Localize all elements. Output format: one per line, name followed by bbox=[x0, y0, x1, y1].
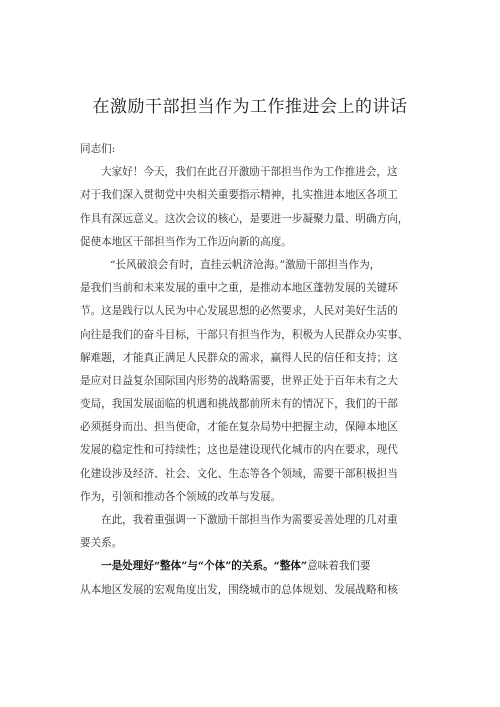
paragraph-line: 是我们当前和未来发展的重中之重，是推动本地区蓬勃发展的关键环 bbox=[80, 282, 398, 295]
paragraph-line: 要关系。 bbox=[80, 537, 123, 550]
paragraph-line: 是应对日益复杂国际国内形势的战略需要，世界正处于百年未有之大 bbox=[80, 374, 398, 387]
document-body bbox=[80, 138, 435, 602]
paragraph-line: 解难题，才能真正满足人民群众的需求，赢得人民的信任和支持；这 bbox=[80, 351, 398, 364]
paragraph-line: 作具有深远意义。这次会议的核心，是要进一步凝聚力量、明确方向， bbox=[80, 212, 409, 225]
paragraph-line: 作为，引领和推动各个领域的改革与发展。 bbox=[80, 490, 282, 503]
paragraph-text: 意味着我们要 bbox=[307, 560, 371, 573]
paragraph-line bbox=[80, 555, 435, 578]
paragraph-line: 节。这是践行以人民为中心发展思想的必然要求，人民对美好生活的 bbox=[80, 305, 398, 318]
salutation: 同志们: bbox=[80, 143, 116, 155]
paragraph-line: 发展的稳定性和可持续性；这也是建设现代化城市的内在要求，现代 bbox=[80, 444, 398, 457]
paragraph-line: 从本地区发展的宏观角度出发，围绕城市的总体规划、发展战略和核 bbox=[80, 583, 398, 596]
paragraph-line: 在此，我着重强调一下激励干部担当作为需要妥善处理的几对重 bbox=[101, 514, 398, 526]
paragraph-line: 大家好！今天，我们在此召开激励干部担当作为工作推进会，这 bbox=[101, 166, 398, 179]
paragraph-line: 促使本地区干部担当作为工作迈向新的高度。 bbox=[80, 235, 292, 248]
paragraph-line: 向往是我们的奋斗目标，干部只有担当作为，积极为人民群众办实事、 bbox=[80, 328, 409, 341]
section-heading: 一是处理好“整体”与“个体”的关系。“整体” bbox=[101, 560, 308, 573]
paragraph-line: 化建设涉及经济、社会、文化、生态等各个领域，需要干部积极担当 bbox=[80, 467, 398, 480]
paragraph-line: 变局，我国发展面临的机遇和挑战都前所未有的情况下，我们的干部 bbox=[80, 398, 398, 411]
paragraph-line: 对于我们深入贯彻党中央相关重要指示精神，扎实推进本地区各项工 bbox=[80, 189, 398, 202]
paragraph-line: “长风破浪会有时，直挂云帆济沧海。”激励干部担当作为， bbox=[110, 258, 381, 271]
paragraph-line: 必须挺身而出、担当使命，才能在复杂局势中把握主动，保障本地区 bbox=[80, 421, 398, 434]
document-title: 在激励干部担当作为工作推进会上的讲话 bbox=[92, 97, 408, 117]
